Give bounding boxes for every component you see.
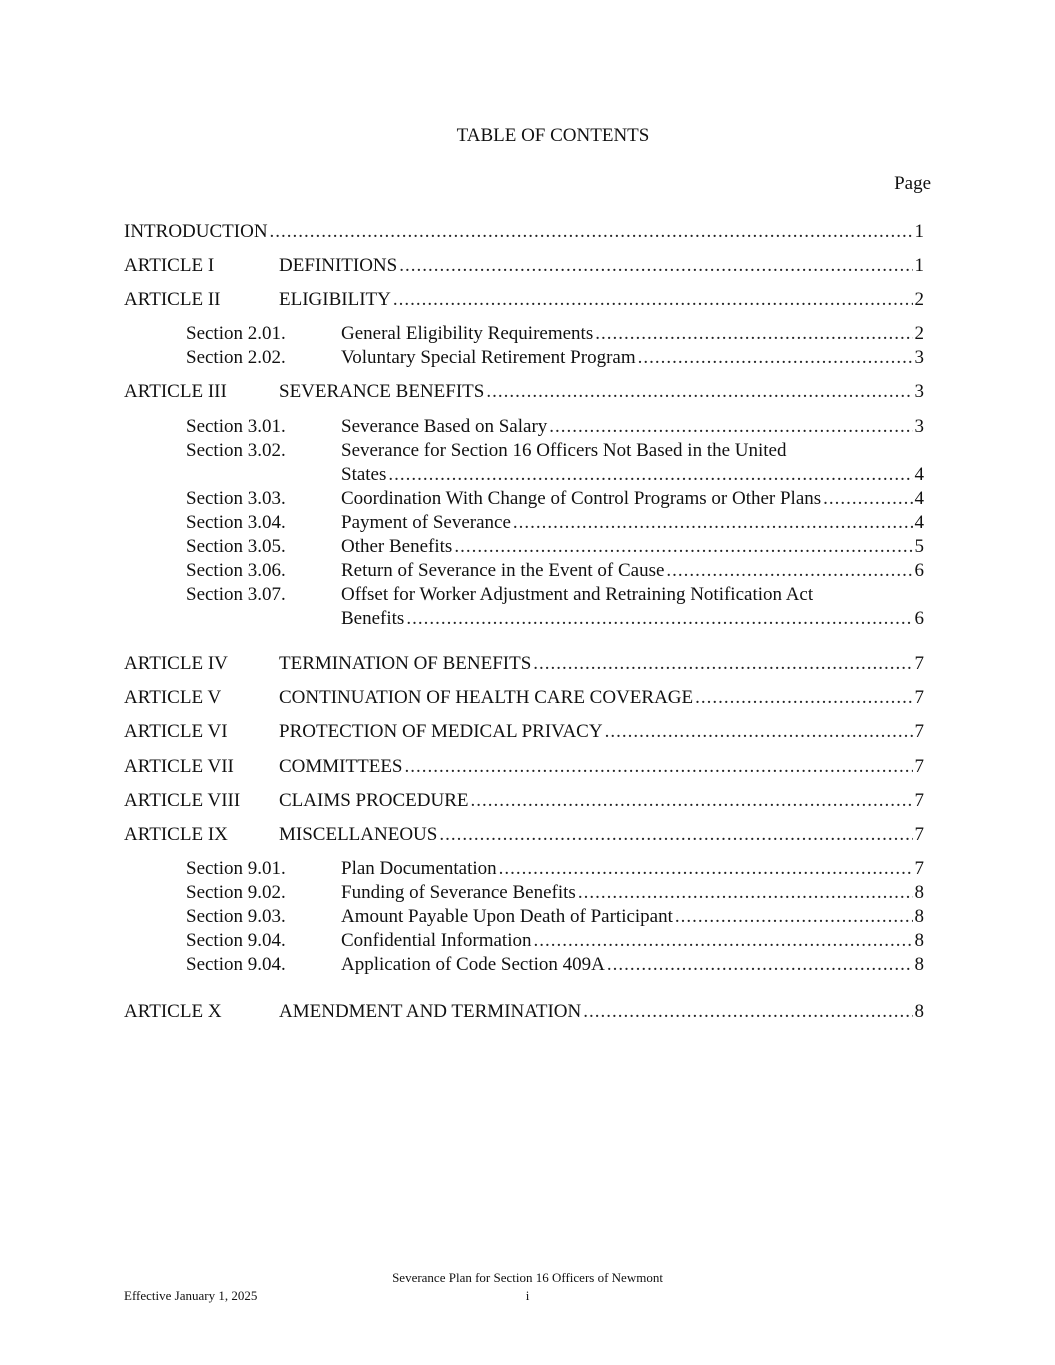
toc-article-label: ARTICLE VII — [124, 756, 234, 777]
leader-dots — [486, 380, 912, 404]
toc-section-label: Section 3.03. — [186, 488, 286, 509]
toc-article-title: CONTINUATION OF HEALTH CARE COVERAGE — [279, 687, 694, 708]
leader-dots — [675, 905, 913, 929]
toc-article-label: ARTICLE II — [124, 289, 221, 310]
toc-article[interactable] — [124, 720, 924, 744]
toc-article-page: 1 — [914, 255, 924, 276]
toc-section-label: Section 9.01. — [186, 858, 286, 879]
toc-article-page: 2 — [914, 289, 924, 310]
toc-section-page: 4 — [914, 488, 924, 509]
leader-dots — [823, 487, 912, 511]
toc-article-title: CLAIMS PROCEDURE — [279, 790, 469, 811]
toc-section[interactable] — [124, 881, 924, 905]
toc-article[interactable] — [124, 823, 924, 847]
toc-article-title: AMENDMENT AND TERMINATION — [279, 1001, 582, 1022]
toc-article-label: ARTICLE V — [124, 687, 222, 708]
toc-section-label: Section 9.04. — [186, 954, 286, 975]
toc-section-label: Section 9.02. — [186, 882, 286, 903]
toc-article-title: PROTECTION OF MEDICAL PRIVACY — [279, 721, 603, 742]
toc-article-page: 7 — [914, 721, 924, 742]
leader-dots — [533, 652, 912, 676]
toc-section-title: Offset for Worker Adjustment and Retraining Notification Act — [341, 584, 814, 605]
toc-section-label: Section 3.01. — [186, 416, 286, 437]
toc-section-label: Section 2.02. — [186, 347, 286, 368]
toc-section-page: 8 — [914, 954, 924, 975]
toc-section[interactable] — [124, 583, 924, 607]
toc-section-label: Section 9.03. — [186, 906, 286, 927]
toc-article-title: SEVERANCE BENEFITS — [279, 381, 485, 402]
toc-section-title: Voluntary Special Retirement Program — [341, 347, 636, 368]
toc-section-title: Other Benefits — [341, 536, 453, 557]
toc-section-continuation[interactable] — [124, 463, 924, 487]
leader-dots — [605, 720, 913, 744]
leader-dots — [595, 322, 912, 346]
toc-article-label: ARTICLE VI — [124, 721, 228, 742]
toc-section-continuation[interactable] — [124, 607, 924, 631]
toc-article-label: ARTICLE IV — [124, 653, 228, 674]
toc-section-title: Return of Severance in the Event of Cause — [341, 560, 665, 581]
leader-dots — [533, 929, 912, 953]
toc-section-title: Plan Documentation — [341, 858, 497, 879]
toc-section-label: Section 3.06. — [186, 560, 286, 581]
toc-article-title: DEFINITIONS — [279, 255, 398, 276]
leader-dots — [406, 607, 912, 631]
toc-article[interactable] — [124, 380, 924, 404]
toc-section-label: Section 3.02. — [186, 440, 286, 461]
toc-section-page: 2 — [914, 323, 924, 344]
leader-dots — [471, 789, 913, 813]
toc-section-page: 8 — [914, 906, 924, 927]
leader-dots — [695, 686, 912, 710]
toc-section[interactable] — [124, 322, 924, 346]
toc-article-title: MISCELLANEOUS — [279, 824, 438, 845]
toc-article[interactable] — [124, 789, 924, 813]
page-title: TABLE OF CONTENTS — [456, 125, 650, 146]
toc-section-title: Severance Based on Salary — [341, 416, 548, 437]
toc-section-title: Application of Code Section 409A — [341, 954, 605, 975]
toc-section-title-cont: States — [341, 464, 387, 485]
toc-section[interactable] — [124, 511, 924, 535]
footer-document-title: Severance Plan for Section 16 Officers of Newmont — [392, 1270, 663, 1285]
toc-entry-introduction[interactable] — [124, 220, 924, 244]
toc-entry-page: 1 — [914, 221, 924, 242]
toc-section-label: Section 2.01. — [186, 323, 286, 344]
footer-effective-date: Effective January 1, 2025 — [124, 1288, 258, 1303]
leader-dots — [405, 755, 913, 779]
leader-dots — [439, 823, 912, 847]
toc-article-page: 8 — [914, 1001, 924, 1022]
toc-section-label: Section 9.04. — [186, 930, 286, 951]
toc-article-page: 7 — [914, 687, 924, 708]
toc-section-title: Coordination With Change of Control Programs or Other Plans — [341, 488, 822, 509]
page-column-header: Page — [894, 173, 931, 194]
toc-section-label: Section 3.05. — [186, 536, 286, 557]
toc-section-title: Amount Payable Upon Death of Participant — [341, 906, 673, 927]
toc-section-title: Payment of Severance — [341, 512, 511, 533]
toc-section[interactable] — [124, 953, 924, 977]
leader-dots — [270, 220, 913, 244]
toc-article[interactable] — [124, 652, 924, 676]
toc-section-label: Section 3.04. — [186, 512, 286, 533]
toc-article-title: ELIGIBILITY — [279, 289, 391, 310]
footer-page-number: i — [525, 1288, 530, 1303]
toc-section-title: Severance for Section 16 Officers Not Based in the United — [341, 440, 787, 461]
toc-section-page: 8 — [914, 930, 924, 951]
leader-dots — [578, 881, 913, 905]
toc-article-label: ARTICLE IX — [124, 824, 228, 845]
toc-section-page: 4 — [914, 464, 924, 485]
toc-article-label: ARTICLE I — [124, 255, 215, 276]
toc-article-label: ARTICLE III — [124, 381, 227, 402]
toc-article-title: COMMITTEES — [279, 756, 403, 777]
toc-section-title: Funding of Severance Benefits — [341, 882, 576, 903]
toc-article[interactable] — [124, 1000, 924, 1024]
toc-section[interactable] — [124, 346, 924, 370]
toc-section-label: Section 3.07. — [186, 584, 286, 605]
toc-article-page: 7 — [914, 653, 924, 674]
toc-section[interactable] — [124, 559, 924, 583]
toc-article[interactable] — [124, 254, 924, 278]
toc-section[interactable] — [124, 439, 924, 463]
toc-section-page: 7 — [914, 858, 924, 879]
toc-section-page: 8 — [914, 882, 924, 903]
leader-dots — [454, 535, 912, 559]
toc-section[interactable] — [124, 905, 924, 929]
toc-article-page: 7 — [914, 756, 924, 777]
toc-section-page: 3 — [914, 347, 924, 368]
toc-article[interactable] — [124, 686, 924, 710]
toc-section-page: 6 — [914, 560, 924, 581]
leader-dots — [607, 953, 913, 977]
leader-dots — [513, 511, 913, 535]
toc-article-page: 3 — [914, 381, 924, 402]
toc-section[interactable] — [124, 857, 924, 881]
leader-dots — [399, 254, 912, 278]
toc-section-title: Confidential Information — [341, 930, 532, 951]
toc-article[interactable] — [124, 288, 924, 312]
leader-dots — [549, 415, 912, 439]
leader-dots — [388, 463, 912, 487]
leader-dots — [499, 857, 913, 881]
toc-article-page: 7 — [914, 790, 924, 811]
toc-article-page: 7 — [914, 824, 924, 845]
leader-dots — [666, 559, 912, 583]
toc-section-page: 6 — [914, 608, 924, 629]
toc-section-title: General Eligibility Requirements — [341, 323, 594, 344]
toc-article[interactable] — [124, 755, 924, 779]
toc-section[interactable] — [124, 929, 924, 953]
leader-dots — [638, 346, 913, 370]
toc-section[interactable] — [124, 415, 924, 439]
toc-section-title-cont: Benefits — [341, 608, 405, 629]
toc-section-page: 4 — [914, 512, 924, 533]
toc-section-page: 5 — [914, 536, 924, 557]
toc-article-title: TERMINATION OF BENEFITS — [279, 653, 532, 674]
leader-dots — [393, 288, 913, 312]
toc-entry-title: INTRODUCTION — [124, 221, 268, 242]
toc-section[interactable] — [124, 535, 924, 559]
toc-section-page: 3 — [914, 416, 924, 437]
toc-article-label: ARTICLE X — [124, 1001, 222, 1022]
toc-section[interactable] — [124, 487, 924, 511]
leader-dots — [583, 1000, 912, 1024]
toc-article-label: ARTICLE VIII — [124, 790, 241, 811]
